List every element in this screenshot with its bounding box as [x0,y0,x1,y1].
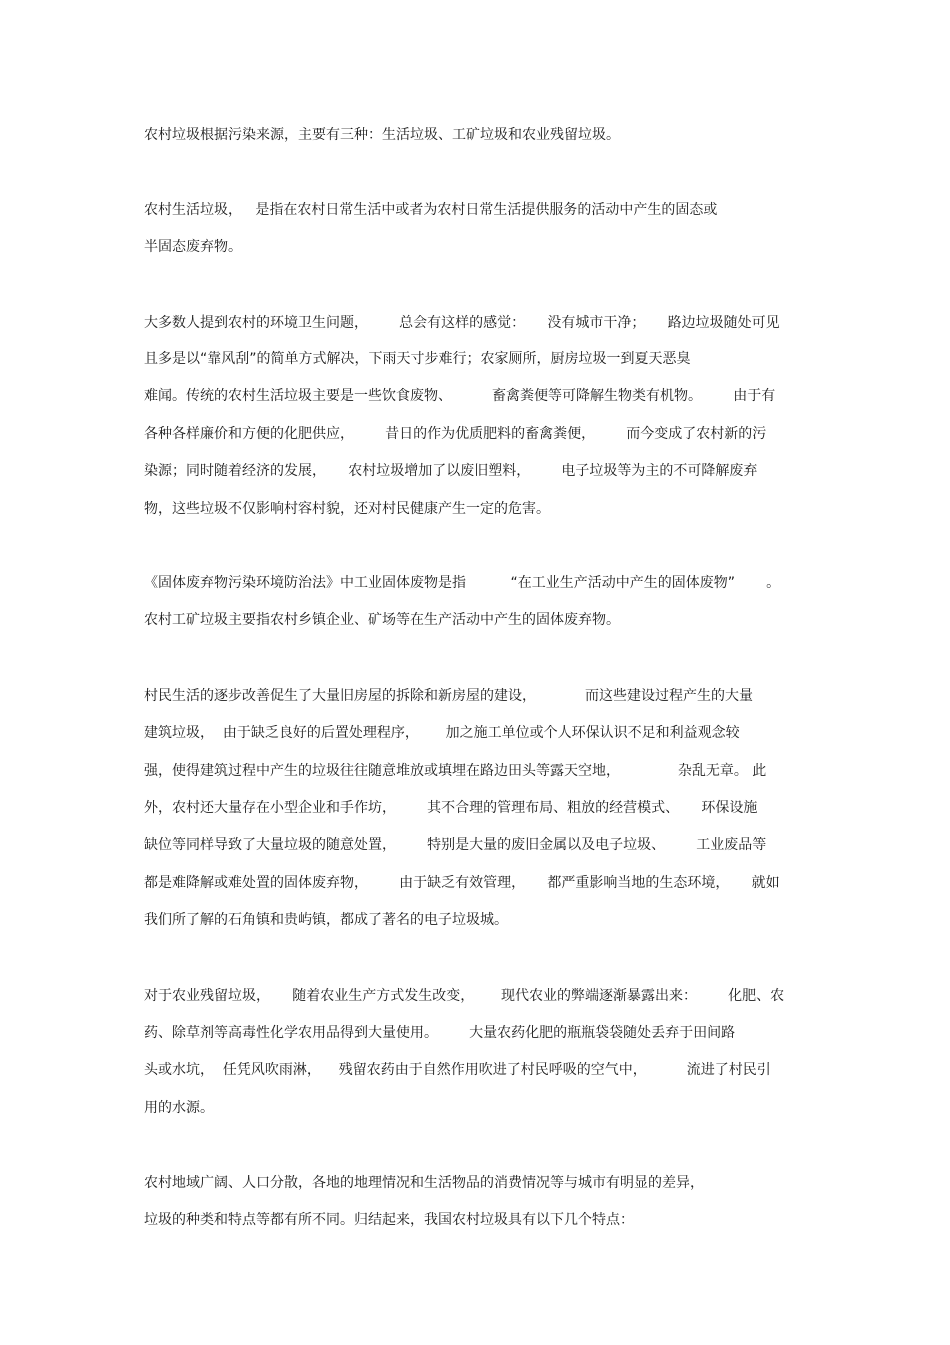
paragraph-line: 染源；同时随着经济的发展， 农村垃圾增加了以废旧塑料， 电子垃圾等为主的不可降解废弃 [144,463,758,479]
paragraph-line: 大多数人提到农村的环境卫生问题， 总会有这样的感觉： 没有城市干净； 路边垃圾随处可见 [144,315,780,331]
paragraph-line: 缺位等同样导致了大量垃圾的随意处置， 特别是大量的废旧金属以及电子垃圾、 工业废品等 [144,837,767,853]
paragraph-line: 用的水源。 [144,1100,214,1116]
paragraph-line: 农村地域广阔、人口分散，各地的地理情况和生活物品的消费情况等与城市有明显的差异， [144,1175,704,1191]
paragraph-line: 头或水坑， 任凭风吹雨淋， 残留农药由于自然作用吹进了村民呼吸的空气中， 流进了村民引 [144,1062,771,1078]
paragraph-line: 农村工矿垃圾主要指农村乡镇企业、矿场等在生产活动中产生的固体废弃物。 [144,612,620,628]
paragraph-line: 药、除草剂等高毒性化学农用品得到大量使用。 大量农药化肥的瓶瓶袋袋随处丢弃于田间路 [144,1025,736,1041]
paragraph-line: 村民生活的逐步改善促生了大量旧房屋的拆除和新房屋的建设， 而这些建设过程产生的大量 [144,688,753,704]
paragraph-line: 难闻。传统的农村生活垃圾主要是一些饮食废物、 畜禽粪便等可降解生物类有机物。 由于有 [144,388,776,404]
paragraph-line: 且多是以“靠风刮”的简单方式解决，下雨天寸步难行；农家厕所，厨房垃圾一到夏天恶臭 [144,351,691,367]
paragraph-line: 《固体废弃物污染环境防治法》中工业固体废物是指 “在工业生产活动中产生的固体废物” 。 [144,575,781,591]
paragraph-line: 物，这些垃圾不仅影响村容村貌，还对村民健康产生一定的危害。 [144,501,550,517]
paragraph-line: 对于农业残留垃圾， 随着农业生产方式发生改变， 现代农业的弊端逐渐暴露出来： 化肥、农 [144,988,785,1004]
paragraph-line: 各种各样廉价和方便的化肥供应， 昔日的作为优质肥料的畜禽粪便， 而今变成了农村新的污 [144,426,767,442]
paragraph-line: 建筑垃圾， 由于缺乏良好的后置处理程序， 加之施工单位或个人环保认识不足和利益观念较 [144,725,740,741]
paragraph-line: 半固态废弃物。 [144,239,242,255]
paragraph-line: 垃圾的种类和特点等都有所不同。归结起来，我国农村垃圾具有以下几个特点： [144,1212,634,1228]
paragraph-line: 我们所了解的石角镇和贵屿镇，都成了著名的电子垃圾城。 [144,912,508,928]
paragraph-line: 都是难降解或难处置的固体废弃物， 由于缺乏有效管理， 都严重影响当地的生态环境， 就如 [144,875,780,891]
paragraph-line: 外，农村还大量存在小型企业和手作坊， 其不合理的管理布局、粗放的经营模式、 环保设施 [144,800,758,816]
paragraph-line: 农村垃圾根据污染来源，主要有三种：生活垃圾、工矿垃圾和农业残留垃圾。 [144,127,620,143]
paragraph-line: 农村生活垃圾， 是指在农村日常生活中或者为农村日常生活提供服务的活动中产生的固态或 [144,202,718,218]
paragraph-line: 强，使得建筑过程中产生的垃圾往往随意堆放或填埋在路边田头等露天空地， 杂乱无章。 此 [144,763,767,779]
